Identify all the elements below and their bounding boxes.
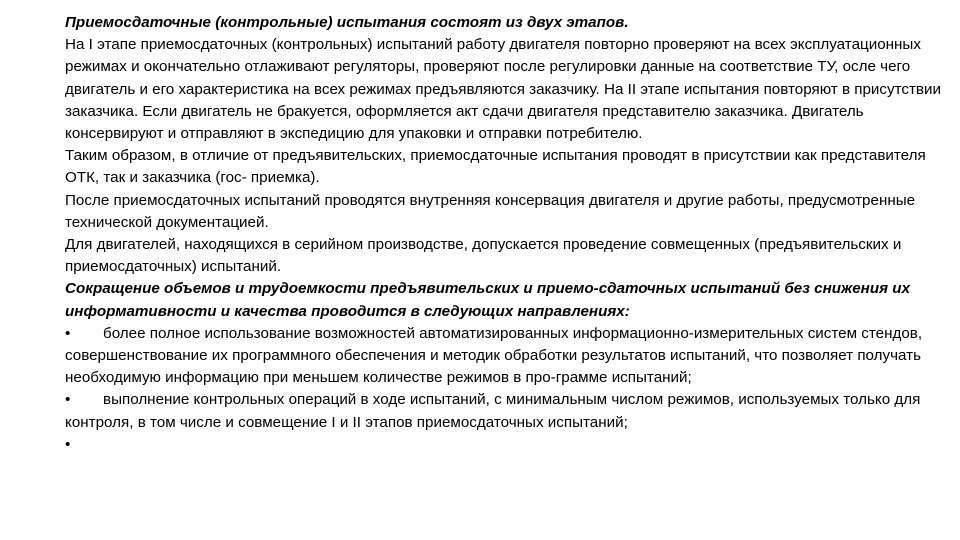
section-heading-acceptance-tests: Приемосдаточные (контрольные) испытания состоят из двух этапов. [65, 14, 629, 31]
bullet-icon: • [65, 391, 71, 409]
section-heading-reduction-directions: Сокращение объемов и трудоемкости предъявительских и приемо-сдаточных испытаний без снижения их информативности и качества проводится в следующих направлениях: [65, 280, 911, 320]
bullet-item-text: выполнение контрольных операций в ходе испытаний, с минимальным числом режимов, используемых только для контроля, в том числе и совмещение I и II этапов приемосдаточных испытаний; [65, 391, 921, 431]
bullet-icon: • [65, 435, 71, 453]
bullet-item [65, 389, 955, 433]
paragraph-otk-presence: Таким образом, в отличие от предъявительских, приемосдаточные испытания проводят в присутствии как представителя ОТК, так и заказчика (гос- приемка). [65, 147, 926, 187]
bullet-icon: • [65, 324, 71, 342]
paragraph-serial-production: Для двигателей, находящихся в серийном производстве, допускается проведение совмещенных (предъявительских и приемосдаточных) испытаний. [65, 236, 902, 276]
bullet-item-text: более полное использование возможностей автоматизированных информационно-измерительных систем стендов, совершенствование их программного обеспечения и методик обработки результатов испытаний, что позволяет получать необходимую информацию при меньшем количестве режимов в про-грамме испытаний; [65, 324, 923, 387]
paragraph-internal-preservation: После приемосдаточных испытаний проводятся внутренняя консервация двигателя и другие работы, предусмотренные технической документацией. [65, 191, 916, 231]
paragraph-stages-description: На I этапе приемосдаточных (контрольных) испытаний работу двигателя повторно проверяют на всех эксплуатационных режимах и окончательно отлаживают регуляторы, проверяют после регулировки данные на соответствие ТУ, осле чего двигатель и его характеристика на всех режимах предъявляются заказчику. На II этапе испытания повторяют в присутствии заказчика. Если двигатель не бракуется, оформляется акт сдачи двигателя представителю заказчика. Двигатель консервируют и отправляют в экспедицию для упаковки и отправки потребителю. [65, 36, 941, 143]
bullet-item [65, 323, 955, 390]
bullet-item [65, 434, 955, 456]
slide-text-body [65, 12, 955, 456]
